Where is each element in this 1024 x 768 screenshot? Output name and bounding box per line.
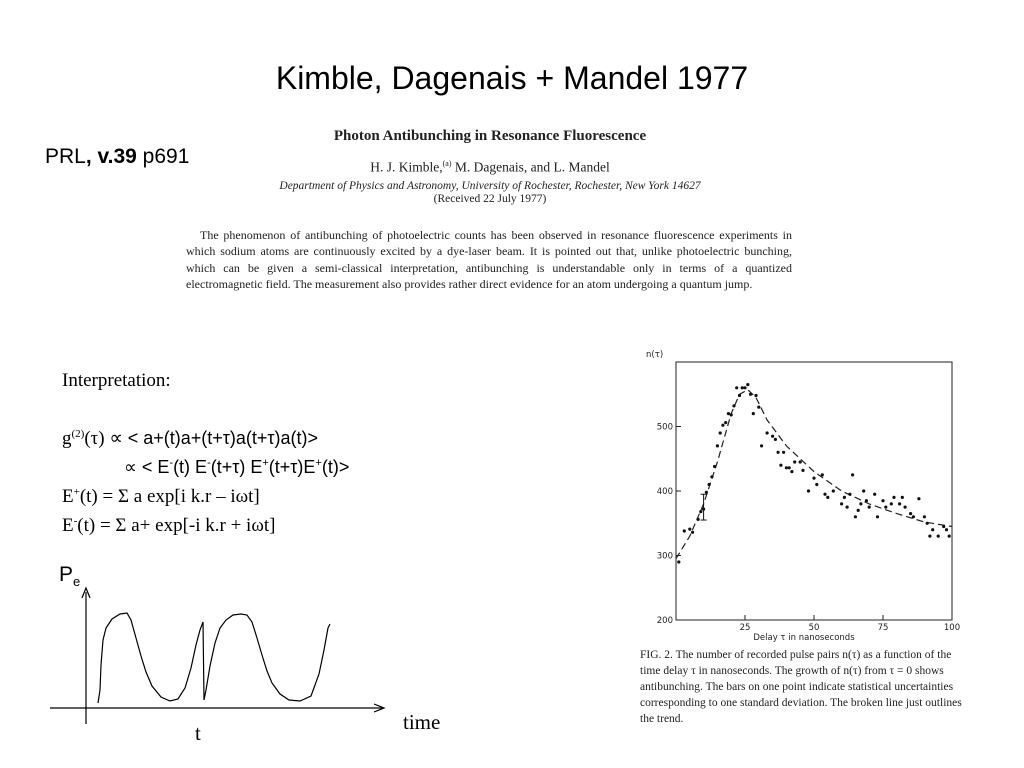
x-tick-label: 100 bbox=[943, 623, 961, 633]
data-point bbox=[771, 435, 774, 438]
data-point bbox=[760, 444, 763, 447]
paper-abstract: The phenomenon of antibunching of photoelectric counts has been observed in resonance fluorescence experiments in which sodium atoms are continuously excited by a dye-laser beam. It is pointed out that, unlike photoelectric bunching, which can be given a semi-classical interpretation, antibunching is understandable only in terms of a quantized electromagnetic field. The measurement also provides rather direct evidence for an atom undergoing a quantum jump. bbox=[186, 227, 792, 291]
data-point bbox=[812, 477, 815, 480]
data-point bbox=[749, 393, 752, 396]
paper-received: (Received 22 July 1977) bbox=[433, 192, 547, 205]
equation-e-plus: E+(t) = Σ a exp[i k.r – iωt] bbox=[62, 486, 260, 507]
data-point bbox=[821, 473, 824, 476]
data-point bbox=[843, 496, 846, 499]
data-point bbox=[801, 469, 804, 472]
x-tick-label: 50 bbox=[808, 623, 820, 633]
data-point bbox=[691, 531, 694, 534]
data-point bbox=[724, 421, 727, 424]
data-point bbox=[807, 489, 810, 492]
data-point bbox=[793, 460, 796, 463]
data-point bbox=[937, 535, 940, 538]
citation-page: p691 bbox=[136, 145, 190, 168]
data-point bbox=[898, 502, 901, 505]
data-point bbox=[741, 386, 744, 389]
paper-authors: H. J. Kimble,$^{(a)}$ M. Dagenais, and L. Mandel bbox=[370, 159, 610, 175]
data-point bbox=[890, 502, 893, 505]
chart-fig2 bbox=[646, 350, 960, 643]
data-point bbox=[754, 394, 757, 397]
sketch-x-label: time bbox=[403, 710, 441, 734]
chart-frame bbox=[676, 362, 952, 620]
data-point bbox=[931, 528, 934, 531]
sketch-t-label: t bbox=[195, 721, 201, 745]
data-point bbox=[735, 386, 738, 389]
data-point bbox=[923, 515, 926, 518]
data-point bbox=[917, 497, 920, 500]
data-point bbox=[782, 451, 785, 454]
data-point bbox=[779, 464, 782, 467]
data-point bbox=[823, 493, 826, 496]
y-tick-label: 200 bbox=[656, 616, 673, 626]
y-tick-label: 400 bbox=[656, 487, 673, 497]
data-point bbox=[854, 515, 857, 518]
data-point bbox=[757, 406, 760, 409]
data-point bbox=[727, 412, 730, 415]
data-point bbox=[719, 431, 722, 434]
y-tick-label: 300 bbox=[656, 551, 673, 562]
data-point bbox=[857, 509, 860, 512]
data-point bbox=[928, 535, 931, 538]
x-tick-label: 25 bbox=[739, 623, 751, 633]
sketch-excitation-curve bbox=[98, 613, 330, 703]
data-point bbox=[892, 496, 895, 499]
data-point bbox=[865, 499, 868, 502]
data-point bbox=[859, 502, 862, 505]
y-tick-label: 500 bbox=[656, 422, 673, 433]
data-point bbox=[799, 460, 802, 463]
data-point bbox=[788, 466, 791, 469]
data-point bbox=[909, 512, 912, 515]
data-point bbox=[876, 515, 879, 518]
data-point bbox=[705, 491, 708, 494]
data-point bbox=[815, 483, 818, 486]
data-point bbox=[846, 506, 849, 509]
sketch-axes bbox=[50, 588, 384, 724]
data-point bbox=[730, 413, 733, 416]
data-point bbox=[743, 386, 746, 389]
data-point bbox=[790, 470, 793, 473]
data-point bbox=[697, 518, 700, 521]
data-point bbox=[746, 383, 749, 386]
x-tick-label: 75 bbox=[877, 623, 889, 633]
equation-e-minus: E-(t) = Σ a+ exp[-i k.r + iωt] bbox=[62, 515, 276, 536]
sketch-y-label: $P_e$ bbox=[59, 563, 81, 590]
data-point bbox=[774, 438, 777, 441]
data-point bbox=[710, 475, 713, 478]
data-point bbox=[881, 499, 884, 502]
data-point bbox=[851, 473, 854, 476]
data-point bbox=[926, 522, 929, 525]
data-point bbox=[752, 412, 755, 415]
data-point bbox=[677, 560, 680, 563]
data-point bbox=[699, 510, 702, 513]
citation-journal: PRL bbox=[45, 145, 86, 168]
data-point bbox=[948, 535, 951, 538]
trend-line bbox=[676, 390, 952, 559]
data-point bbox=[904, 506, 907, 509]
interpretation-heading: Interpretation: bbox=[62, 370, 171, 391]
figure-caption: FIG. 2. The number of recorded pulse pairs n(τ) as a function of the time delay τ in nanoseconds. The growth of n(τ) from τ = 0 shows antibunching. The bars on one point indicate statistical uncertainties corresponding to one standard deviation. The broken line just outlines the trend. bbox=[640, 649, 962, 725]
citation-volume: , v.39 bbox=[85, 145, 137, 168]
equation-g2: $g^{(2)}(\tau)$ ∝ < a+(t)a+(t+τ)a(t+τ)a(t)> bbox=[62, 428, 318, 449]
y-axis-label: n(τ) bbox=[646, 350, 664, 360]
data-point bbox=[945, 528, 948, 531]
data-point bbox=[901, 496, 904, 499]
slide-title: Kimble, Dagenais + Mandel 1977 bbox=[275, 60, 749, 96]
data-point bbox=[912, 515, 915, 518]
data-point bbox=[713, 465, 716, 468]
data-point bbox=[826, 496, 829, 499]
data-point bbox=[732, 404, 735, 407]
data-point bbox=[683, 529, 686, 532]
data-point bbox=[738, 394, 741, 397]
data-point bbox=[777, 451, 780, 454]
data-point bbox=[873, 493, 876, 496]
data-point bbox=[708, 483, 711, 486]
data-point bbox=[716, 444, 719, 447]
data-point bbox=[766, 431, 769, 434]
data-point bbox=[688, 528, 691, 531]
data-point bbox=[884, 506, 887, 509]
data-point bbox=[862, 489, 865, 492]
x-axis-label: Delay τ in nanoseconds bbox=[753, 633, 855, 643]
paper-title: Photon Antibunching in Resonance Fluorescence bbox=[333, 128, 647, 144]
data-point bbox=[942, 525, 945, 528]
data-point bbox=[785, 466, 788, 469]
equation-field-correlation: ∝ < E-(t) E-(t+τ) E+(t+τ)E+(t)> bbox=[124, 457, 350, 477]
data-point bbox=[832, 489, 835, 492]
data-point bbox=[848, 493, 851, 496]
data-point bbox=[721, 424, 724, 427]
data-point bbox=[840, 502, 843, 505]
paper-affiliation: Department of Physics and Astronomy, University of Rochester, Rochester, New York 14627 bbox=[279, 179, 701, 192]
data-point bbox=[868, 506, 871, 509]
